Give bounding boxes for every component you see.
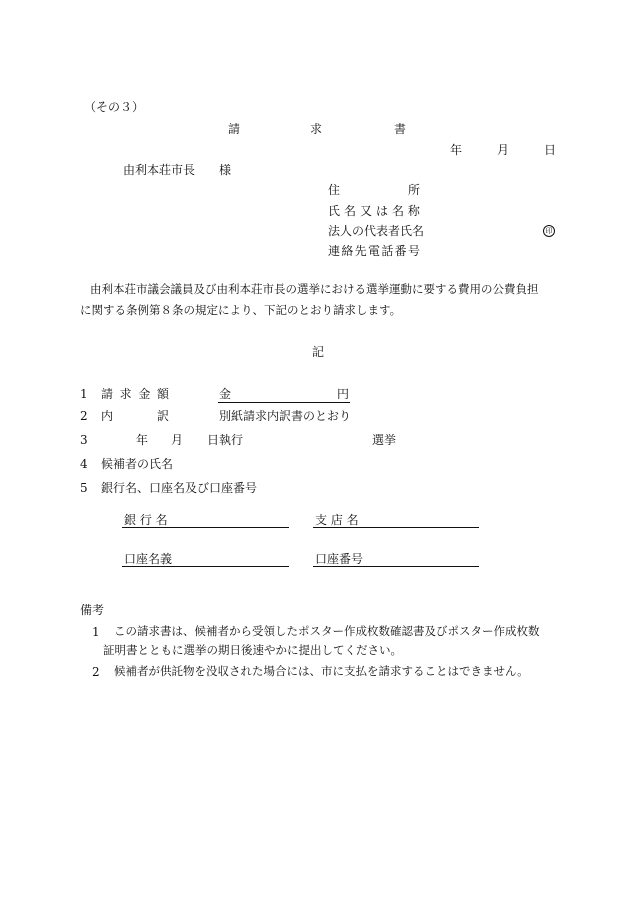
- ki-heading: 記: [312, 345, 325, 359]
- item-2-label: 内 訳: [101, 409, 169, 423]
- election-month-label: 月: [171, 433, 184, 447]
- branch-name-label: 支 店 名: [315, 513, 359, 527]
- title-char-2: 求: [310, 122, 323, 136]
- bank-name-underline: [122, 527, 289, 528]
- claim-amount-yen: 円: [337, 387, 350, 401]
- seal-mark-icon: 印: [543, 225, 555, 237]
- form-number-label: （その３）: [84, 100, 145, 114]
- account-number-label: 口座番号: [315, 552, 364, 566]
- intro-line-1: 由利本荘市議会議員及び由利本荘市長の選挙における選挙運動に要する費用の公費負担: [90, 282, 539, 296]
- breakdown-value: 別紙請求内訳書のとおり: [219, 409, 352, 423]
- item-4-number: 4: [80, 457, 88, 471]
- account-holder-label: 口座名義: [124, 552, 173, 566]
- claim-amount-underline: [218, 402, 350, 403]
- item-1-number: 1: [80, 387, 88, 401]
- date-month-label: 月: [497, 143, 510, 157]
- note-1-number: 1: [92, 625, 100, 639]
- date-year-label: 年: [450, 143, 463, 157]
- branch-name-underline: [313, 527, 479, 528]
- notes-heading: 備考: [80, 603, 105, 617]
- item-1-label: 請 求 金 額: [101, 387, 169, 401]
- contact-phone-label: 連 絡 先 電 話 番 号: [328, 244, 420, 258]
- claim-amount-prefix: 金: [219, 387, 232, 401]
- note-2-number: 2: [92, 665, 100, 679]
- item-3-number: 3: [80, 433, 88, 447]
- bank-name-label: 銀 行 名: [124, 513, 168, 527]
- election-day-label: 日執行: [207, 433, 244, 447]
- note-1-line-1: この請求書は、候補者から受領したポスター作成枚数確認書及びポスター作成枚数: [114, 624, 540, 638]
- candidate-name-label: 候補者の氏名: [101, 457, 174, 471]
- item-2-number: 2: [80, 409, 88, 423]
- election-name-label: 選挙: [372, 433, 397, 447]
- date-day-label: 日: [544, 143, 557, 157]
- bank-info-label: 銀行名、口座名及び口座番号: [101, 481, 258, 495]
- claimant-address-label: 住 所: [328, 183, 420, 197]
- claimant-name-label: 氏 名 又 は 名 称: [328, 204, 420, 218]
- note-1-line-2: 証明書とともに選挙の期日後速やかに提出してください。: [103, 643, 402, 657]
- intro-line-2: に関する条例第８条の規定により、下記のとおり請求します。: [80, 303, 402, 317]
- note-2-text: 候補者が供託物を没収された場合には、市に支払を請求することはできません。: [114, 664, 529, 678]
- addressee-name: 由利本荘市長: [123, 163, 196, 177]
- account-number-underline: [313, 566, 479, 567]
- addressee-honorific: 様: [219, 163, 232, 177]
- representative-name-label: 法人の代表者氏名: [328, 224, 425, 238]
- title-char-1: 請: [228, 122, 241, 136]
- item-5-number: 5: [80, 481, 88, 495]
- election-year-label: 年: [136, 433, 149, 447]
- account-holder-underline: [122, 566, 289, 567]
- title-char-3: 書: [394, 122, 407, 136]
